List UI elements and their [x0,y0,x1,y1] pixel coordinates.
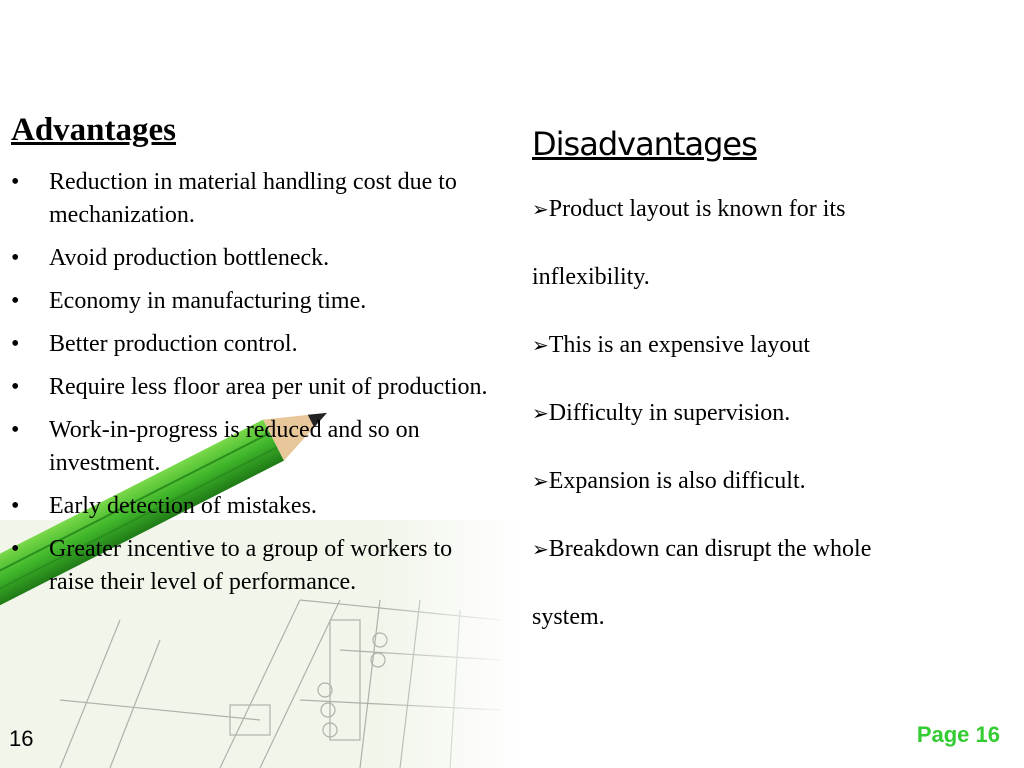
disadvantage-text: system. [532,604,605,630]
bullet-icon: • [11,493,20,519]
list-item [11,490,501,523]
disadvantages-list [532,190,1002,666]
list-item [532,530,1002,598]
list-item [532,258,1002,326]
advantage-text: Avoid production bottleneck. [49,245,330,271]
list-item [11,371,501,404]
list-item [532,394,1002,462]
disadvantages-heading: Disadvantages [532,125,757,163]
advantage-text: Work-in-progress is reduced and so on investment. [49,417,420,476]
arrow-bullet-icon: ➢ [532,333,549,357]
bullet-icon: • [11,288,20,314]
arrow-bullet-icon: ➢ [532,401,549,425]
advantage-text: Reduction in material handling cost due to mechanization. [49,169,457,228]
disadvantage-text: Expansion is also difficult. [548,468,806,494]
arrow-bullet-icon: ➢ [532,197,549,221]
advantage-text: Better production control. [49,331,298,357]
advantage-text: Require less floor area per unit of production. [49,374,488,400]
arrow-bullet-icon: ➢ [532,469,549,493]
list-item [532,326,1002,394]
advantage-text: Economy in manufacturing time. [49,288,367,314]
disadvantage-text: Breakdown can disrupt the whole [548,536,872,562]
list-item [11,285,501,318]
list-item [11,533,501,599]
advantages-heading: Advantages [11,112,177,148]
advantage-text: Greater incentive to a group of workers to raise their level of performance. [49,536,453,595]
advantages-list [11,166,501,609]
bullet-icon: • [11,331,20,357]
list-item [532,598,1002,666]
bullet-icon: • [11,536,20,562]
slide-number: 16 [9,726,34,751]
disadvantage-text: This is an expensive layout [548,332,811,358]
list-item [11,328,501,361]
bullet-icon: • [11,245,20,271]
advantage-text: Early detection of mistakes. [49,493,317,519]
bullet-icon: • [11,417,20,443]
list-item [11,242,501,275]
bullet-icon: • [11,374,20,400]
bullet-icon: • [11,169,20,195]
disadvantage-text: inflexibility. [532,264,650,290]
list-item [11,166,501,232]
list-item [532,190,1002,258]
disadvantage-text: Difficulty in supervision. [548,400,791,426]
arrow-bullet-icon: ➢ [532,537,549,561]
list-item [11,414,501,480]
page-label: Page 16 [916,722,1000,747]
disadvantage-text: Product layout is known for its [548,196,846,222]
list-item [532,462,1002,530]
